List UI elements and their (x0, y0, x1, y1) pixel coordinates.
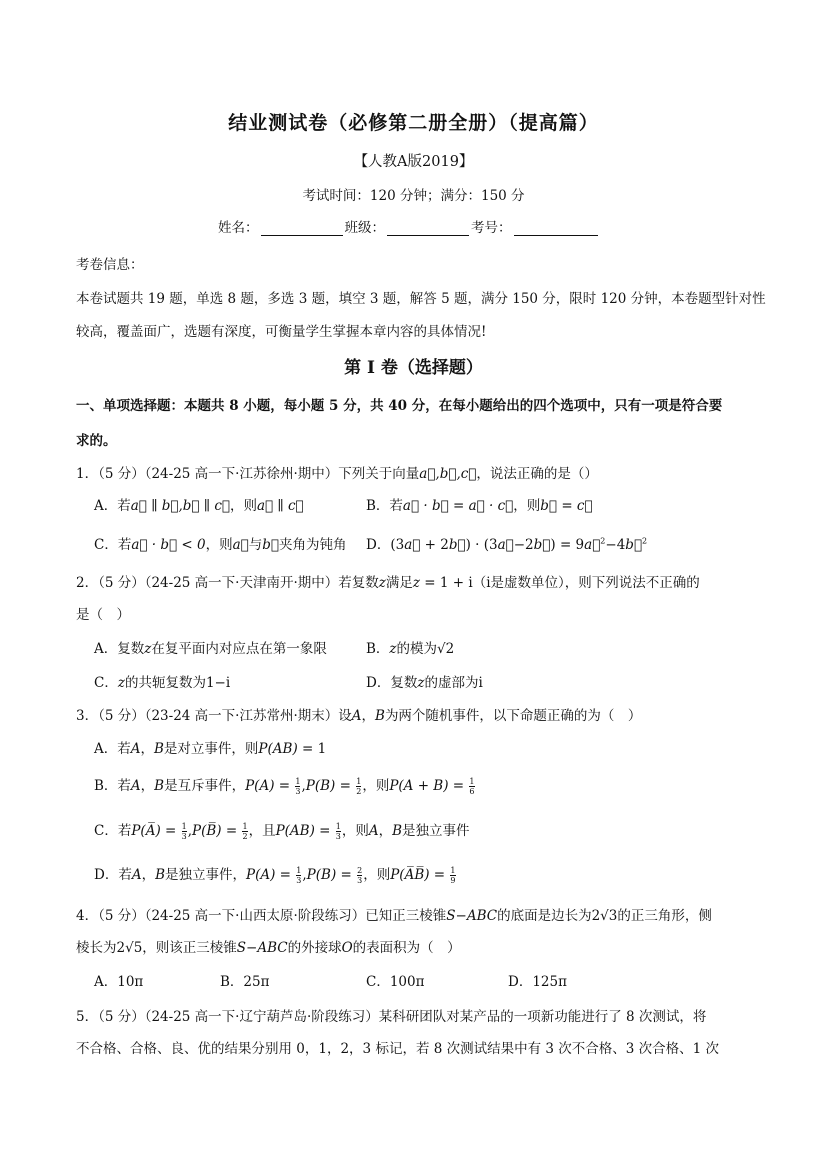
q1-option-d: D．(3a⃗ + 2b⃗) · (3a⃗−2b⃗) = 9a⃗$^2$−4b⃗$^2$ (366, 536, 648, 553)
q4-option-c: C．100π (366, 974, 425, 990)
q1-option-a: A．若a⃗ ∥ b⃗,b⃗ ∥ c⃗，则a⃗ ∥ c⃗ (94, 498, 304, 514)
class-label: 班级： (344, 220, 385, 236)
q3-option-c: C．若P(A̅) = $\frac{1}{3}$ ,P(B̅) = $\frac{1}{2}$ ，且P(AB) = $\frac{1}{3}$ ，则A，B是独立事件 (94, 822, 470, 841)
q1-stem: 1．（5 分）（24-25 高一下·江苏徐州·期中）下列关于向量a⃗,b⃗,c⃗，说法正确的是（） (76, 466, 598, 482)
q4-option-b: B．25π (220, 974, 270, 990)
q4-option-a: A．10π (94, 974, 144, 990)
q4-stem: 4．（5 分）（24-25 高一下·山西太原·阶段练习）已知正三棱锥S−ABC的底面是边长为2√3的正三角形，侧 (76, 908, 712, 924)
q4-option-d: D．125π (508, 974, 567, 990)
exam-title: 结业测试卷（必修第二册全册）（提高篇） (228, 112, 599, 134)
student-fields (218, 216, 600, 236)
q2-option-b: B．z的模为√2 (366, 641, 455, 657)
q2-stem-line-2: 是（ ） (76, 607, 130, 623)
info-line-2: 较高，覆盖面广，选题有深度，可衡量学生掌握本章内容的具体情况! (76, 324, 487, 340)
q3-option-a: A．若A，B是对立事件，则P(AB) = 1 (94, 741, 327, 757)
q3-stem: 3．（5 分）（23-24 高一下·江苏常州·期末）设A，B为两个随机事件，以下命题正确的为（ ） (76, 708, 642, 724)
edition-label: 【人教A版2019】 (353, 154, 474, 170)
name-label: 姓名： (218, 220, 259, 236)
q3-option-b: B．若A，B是互斥事件，P(A) = $\frac{1}{3}$ ,P(B) = $\frac{1}{2}$ ，则P(A + B) = $\frac{1}{6}$ (94, 777, 475, 796)
section-title: 第 I 卷（选择题） (344, 358, 483, 378)
info-heading: 考卷信息： (76, 257, 144, 273)
q5-line-1: 5．（5 分）（24-25 高一下·辽宁葫芦岛·阶段练习）某科研团队对某产品的一项新功能进行了 8 次测试，将 (76, 1009, 707, 1025)
q2-stem: 2．（5 分）（24-25 高一下·天津南开·期中）若复数z满足z = 1 + i（i是虚数单位），则下列说法不正确的 (76, 575, 700, 591)
class-field[interactable] (387, 220, 469, 236)
info-line-1: 本卷试题共 19 题，单选 8 题，多选 3 题，填空 3 题，解答 5 题，满分 150 分，限时 120 分钟，本卷题型针对性 (76, 291, 766, 307)
id-label: 考号： (471, 220, 512, 236)
q4-stem-line-2: 棱长为2√5，则该正三棱锥S−ABC的外接球O的表面积为（ ） (76, 940, 461, 956)
part1-line-1: 一、单项选择题：本题共 8 小题，每小题 5 分，共 40 分，在每小题给出的四个选项中，只有一项是符合要 (76, 398, 723, 414)
q2-option-c: C．z的共轭复数为1−i (94, 675, 231, 691)
id-field[interactable] (514, 220, 598, 236)
name-field[interactable] (261, 220, 343, 236)
exam-time: 考试时间：120 分钟；满分：150 分 (302, 188, 525, 204)
q1-option-b: B．若a⃗ · b⃗ = a⃗ · c⃗，则b⃗ = c⃗ (366, 498, 593, 514)
part1-line-2: 求的。 (76, 433, 117, 449)
q2-option-d: D．复数z的虚部为i (366, 675, 483, 691)
q3-option-d: D．若A，B是独立事件，P(A) = $\frac{1}{3}$ ,P(B) = $\frac{2}{3}$ ，则P(A̅B̅) = $\frac{1}{9}$ (94, 866, 456, 885)
q1-option-c: C．若a⃗ · b⃗ < 0，则a⃗与b⃗夹角为钝角 (94, 537, 347, 553)
q2-option-a: A．复数z在复平面内对应点在第一象限 (94, 641, 327, 657)
q5-line-2: 不合格、合格、良、优的结果分别用 0，1，2，3 标记，若 8 次测试结果中有 3 次不合格、3 次合格、1 次 (76, 1041, 720, 1057)
